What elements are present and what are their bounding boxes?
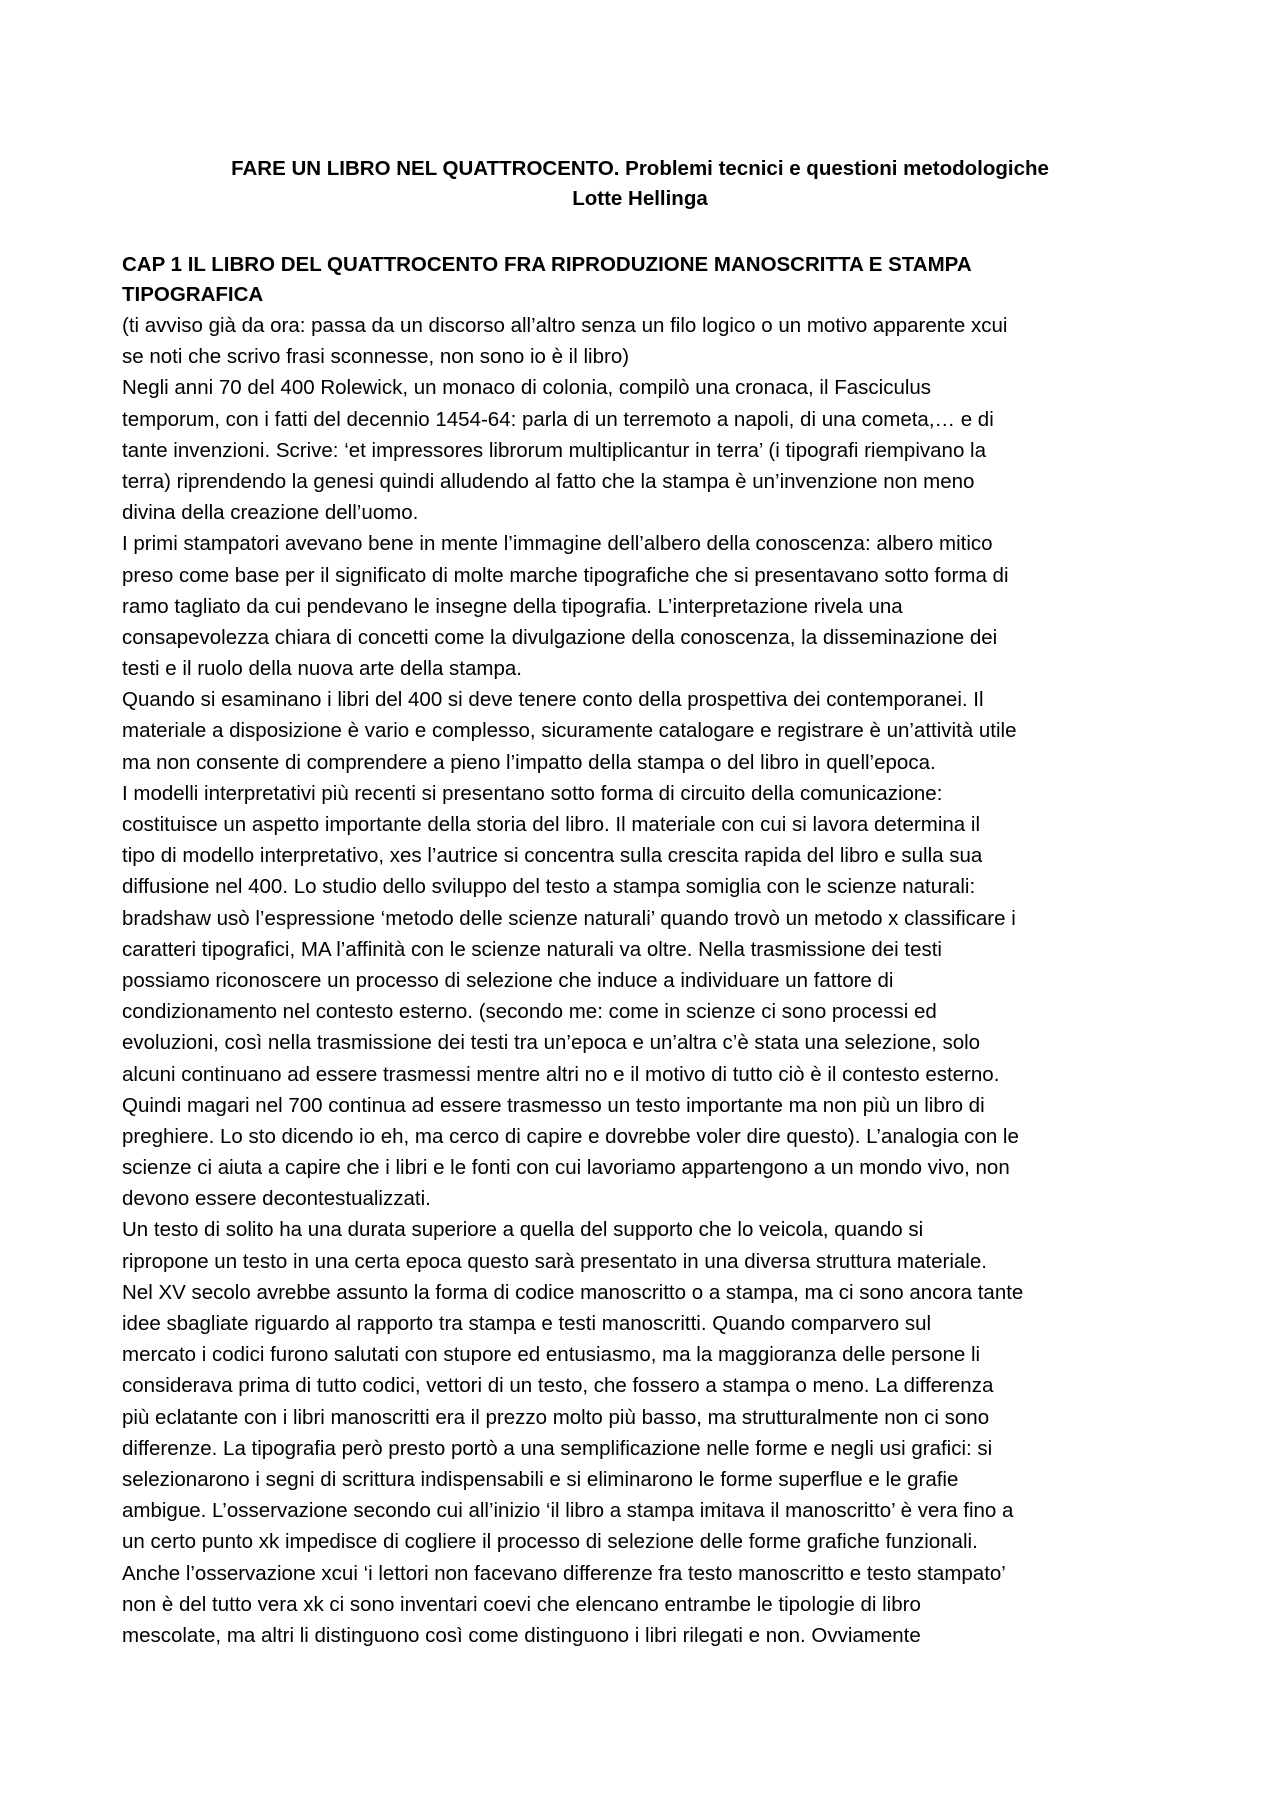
chapter-heading: [122, 250, 1162, 310]
body-line: Quando si esaminano i libri del 400 si deve tenere conto della prospettiva dei contemporanei. Il: [122, 688, 984, 712]
body-line: selezionarono i segni di scrittura indispensabili e si eliminarono le forme superflue e le grafie: [122, 1467, 959, 1491]
body-line: evoluzioni, così nella trasmissione dei testi tra un’epoca e un’altra c’è stata una selezione, solo: [122, 1031, 981, 1055]
body-line: Un testo di solito ha una durata superiore a quella del supporto che lo veicola, quando si: [122, 1218, 924, 1242]
document-title: FARE UN LIBRO NEL QUATTROCENTO. Problemi tecnici e questioni metodologiche: [231, 157, 1049, 180]
body-line: bradshaw usò l’espressione ‘metodo delle scienze naturali’ quando trovò un metodo x classificare i: [122, 906, 1016, 930]
body-line: caratteri tipografici, MA l’affinità con le scienze naturali va oltre. Nella trasmissione dei testi: [122, 937, 942, 961]
body-line: I primi stampatori avevano bene in mente l’immagine dell’albero della conoscenza: albero mitico: [122, 532, 993, 556]
body-line: ripropone un testo in una certa epoca questo sarà presentato in una diversa struttura materiale.: [122, 1249, 987, 1273]
title-block: [0, 154, 1280, 214]
body-line: Anche l’osservazione xcui ‘i lettori non facevano differenze fra testo manoscritto e testo stampato’: [122, 1561, 1006, 1585]
body-line: Nel XV secolo avrebbe assunto la forma di codice manoscritto o a stampa, ma ci sono ancora tante: [122, 1280, 1024, 1304]
body-line: Quindi magari nel 700 continua ad essere trasmesso un testo importante ma non più un libro di: [122, 1093, 985, 1117]
body-line: possiamo riconoscere un processo di selezione che induce a individuare un fattore di: [122, 968, 894, 992]
body-line: temporum, con i fatti del decennio 1454-64: parla di un terremoto a napoli, di una cometa,… e di: [122, 407, 994, 431]
body-line: ambigue. L’osservazione secondo cui all’inizio ‘il libro a stampa imitava il manoscritto’ è vera fino a: [122, 1499, 1014, 1523]
body-line: non è del tutto vera xk ci sono inventari coevi che elencano entrambe le tipologie di libro: [122, 1592, 921, 1616]
body-line: più eclatante con i libri manoscritti era il prezzo molto più basso, ma strutturalmente non ci sono: [122, 1405, 990, 1429]
body-line: costituisce un aspetto importante della storia del libro. Il materiale con cui si lavora determina il: [122, 813, 980, 836]
body-line: Negli anni 70 del 400 Rolewick, un monaco di colonia, compilò una cronaca, il Fasciculus: [122, 376, 932, 400]
body-line: diffusione nel 400. Lo studio dello sviluppo del testo a stampa somiglia con le scienze naturali:: [122, 875, 976, 899]
body-line: se noti che scrivo frasi sconnesse, non sono io è il libro): [122, 345, 630, 369]
body-line: ma non consente di comprendere a pieno l’impatto della stampa o del libro in quell’epoca.: [122, 750, 936, 774]
body-line: idee sbagliate riguardo al rapporto tra stampa e testi manoscritti. Quando comparvero sul: [122, 1312, 932, 1335]
chapter-heading-line: TIPOGRAFICA: [122, 283, 264, 306]
body-line: tipo di modello interpretativo, xes l’autrice si concentra sulla crescita rapida del libro e sulla sua: [122, 844, 983, 868]
body-line: condizionamento nel contesto esterno. (secondo me: come in scienze ci sono processi ed: [122, 1000, 937, 1024]
body-line: I modelli interpretativi più recenti si presentano sotto forma di circuito della comunicazione:: [122, 781, 943, 805]
body-line: differenze. La tipografia però presto portò a una semplificazione nelle forme e negli usi grafici: si: [122, 1436, 993, 1460]
body-line: devono essere decontestualizzati.: [122, 1187, 431, 1211]
body-line: scienze ci aiuta a capire che i libri e le fonti con cui lavoriamo appartengono a un mondo vivo, non: [122, 1156, 1010, 1180]
body-line: ramo tagliato da cui pendevano le insegne della tipografia. L’interpretazione rivela una: [122, 594, 903, 618]
body-line: consapevolezza chiara di concetti come la divulgazione della conoscenza, la disseminazione dei: [122, 625, 998, 649]
document-author: Lotte Hellinga: [572, 187, 708, 210]
body-line: un certo punto xk impedisce di cogliere il processo di selezione delle forme grafiche funzionali.: [122, 1530, 978, 1554]
body-line: preghiere. Lo sto dicendo io eh, ma cerco di capire e dovrebbe voler dire questo). L’analogia con le: [122, 1124, 1019, 1148]
body-line: mercato i codici furono salutati con stupore ed entusiasmo, ma la maggioranza delle persone li: [122, 1343, 981, 1367]
body-line: tante invenzioni. Scrive: ‘et impressores librorum multiplicantur in terra’ (i tipografi riempivano la: [122, 438, 986, 462]
body-line: (ti avviso già da ora: passa da un discorso all’altro senza un filo logico o un motivo apparente xcui: [122, 314, 1008, 337]
body-line: terra) riprendendo la genesi quindi alludendo al fatto che la stampa è un’invenzione non meno: [122, 469, 975, 493]
body-line: testi e il ruolo della nuova arte della stampa.: [122, 657, 522, 681]
chapter-heading-line: CAP 1 IL LIBRO DEL QUATTROCENTO FRA RIPRODUZIONE MANOSCRITTA E STAMPA: [122, 253, 972, 276]
body-line: considerava prima di tutto codici, vettori di un testo, che fossero a stampa o meno. La differenza: [122, 1374, 994, 1398]
body-line: preso come base per il significato di molte marche tipografiche che si presentavano sotto forma di: [122, 563, 1009, 587]
body-line: mescolate, ma altri li distinguono così come distinguono i libri rilegati e non. Ovviamente: [122, 1623, 921, 1647]
body-line: materiale a disposizione è vario e complesso, sicuramente catalogare e registrare è un’attività utile: [122, 719, 1017, 743]
body-text: [122, 310, 1182, 1651]
body-line: alcuni continuano ad essere trasmessi mentre altri no e il motivo di tutto ciò è il contesto esterno.: [122, 1062, 1000, 1086]
body-line: divina della creazione dell’uomo.: [122, 501, 419, 525]
